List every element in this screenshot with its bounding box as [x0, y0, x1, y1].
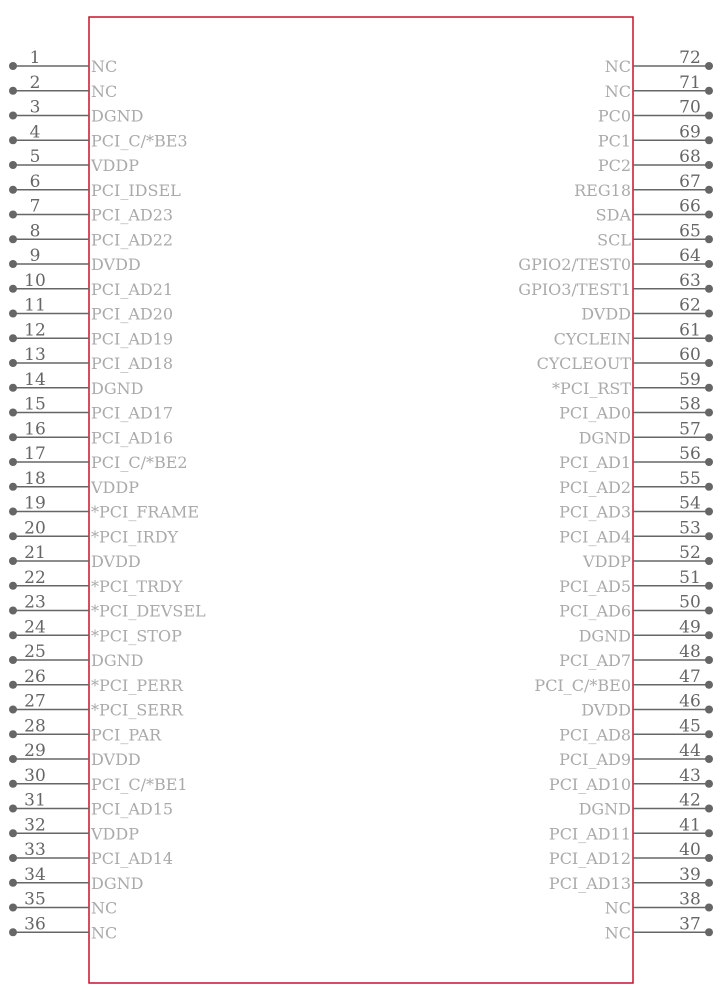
pin-terminal-dot [705, 928, 713, 936]
pin-number: 20 [24, 518, 46, 539]
pin-number: 2 [29, 72, 41, 93]
pin-terminal-dot [705, 62, 713, 70]
pin-name: NC [604, 923, 631, 943]
pin-number: 16 [24, 419, 46, 440]
pin-number: 43 [679, 765, 701, 786]
pin-name: PCI_AD20 [91, 304, 174, 324]
pin-number: 13 [24, 345, 46, 365]
pin-terminal-dot [9, 706, 17, 714]
pin-terminal-dot [705, 755, 713, 763]
pin-name: PCI_AD4 [559, 527, 631, 547]
pin-number: 3 [29, 97, 41, 118]
pin-terminal-dot [9, 433, 17, 441]
pin-5 [9, 147, 139, 175]
pin-number: 42 [679, 790, 701, 811]
pin-name: PCI_AD19 [91, 329, 174, 349]
pin-terminal-dot [9, 904, 17, 912]
pin-name: PCI_AD11 [548, 824, 631, 844]
pin-name: PC1 [597, 131, 631, 151]
pin-name: NC [91, 81, 118, 101]
pin-name: *PCI_PERR [91, 675, 183, 695]
pin-number: 54 [679, 493, 701, 514]
pin-terminal-dot [9, 235, 17, 243]
pin-terminal-dot [9, 359, 17, 367]
pin-37 [605, 914, 713, 942]
pin-name: DVDD [91, 255, 141, 274]
pin-number: 64 [679, 246, 701, 266]
pin-name: PCI_AD21 [91, 279, 174, 299]
pin-terminal-dot [9, 582, 17, 590]
pin-number: 15 [24, 394, 46, 415]
pin-number: 17 [24, 444, 46, 464]
pin-terminal-dot [705, 136, 713, 144]
pin-terminal-dot [9, 161, 17, 169]
pin-name: NC [604, 898, 631, 918]
pin-name: PC0 [597, 106, 631, 126]
pin-number: 14 [24, 369, 46, 390]
pin-terminal-dot [9, 409, 17, 417]
pin-name: PCI_C/*BE1 [91, 774, 188, 794]
pin-number: 8 [29, 221, 41, 242]
pin-number: 12 [24, 320, 46, 341]
pin-name: SDA [595, 205, 631, 225]
pin-number: 4 [29, 122, 41, 143]
pin-number: 1 [29, 48, 41, 68]
pin-number: 6 [29, 171, 41, 192]
pin-number: 50 [679, 592, 701, 613]
pin-number: 51 [679, 567, 701, 588]
pin-number: 63 [679, 270, 701, 291]
pin-name: PCI_AD15 [91, 799, 174, 819]
pin-terminal-dot [705, 285, 713, 293]
pin-name: PCI_IDSEL [91, 180, 181, 200]
pin-name: *PCI_DEVSEL [91, 601, 206, 621]
pin-number: 38 [679, 889, 701, 910]
pin-name: DVDD [91, 750, 141, 769]
pin-number: 18 [24, 468, 46, 489]
pin-terminal-dot [9, 62, 17, 70]
pin-name: DVDD [91, 552, 141, 571]
pin-name: PC2 [597, 156, 631, 175]
pin-terminal-dot [705, 235, 713, 243]
pin-terminal-dot [9, 928, 17, 936]
pin-name: PCI_AD18 [91, 354, 174, 373]
pin-terminal-dot [9, 186, 17, 194]
pin-terminal-dot [705, 433, 713, 441]
pin-terminal-dot [705, 260, 713, 268]
pin-terminal-dot [705, 854, 713, 862]
pin-terminal-dot [9, 112, 17, 120]
pin-terminal-dot [9, 458, 17, 466]
pin-name: NC [91, 923, 118, 943]
pin-number: 47 [679, 666, 701, 687]
pin-terminal-dot [705, 805, 713, 813]
pin-number: 25 [24, 642, 46, 662]
pin-name: PCI_C/*BE0 [534, 675, 631, 695]
left-pin-group [9, 48, 206, 942]
pin-number: 27 [24, 691, 46, 712]
pin-name: NC [91, 57, 118, 76]
pin-number: 33 [24, 840, 46, 860]
pin-terminal-dot [705, 458, 713, 466]
pin-terminal-dot [9, 384, 17, 392]
pin-number: 71 [679, 72, 701, 93]
pin-terminal-dot [9, 854, 17, 862]
pin-number: 44 [679, 741, 701, 761]
pin-name: VDDP [91, 824, 139, 844]
pin-name: PCI_PAR [91, 725, 162, 745]
pin-name: PCI_AD6 [559, 601, 631, 621]
pin-terminal-dot [705, 359, 713, 367]
pin-name: PCI_C/*BE3 [91, 131, 188, 151]
pin-number: 11 [24, 295, 46, 316]
pin-name: PCI_AD9 [559, 750, 631, 769]
pin-terminal-dot [705, 334, 713, 342]
pin-name: GPIO3/TEST1 [518, 279, 631, 299]
pin-number: 22 [24, 567, 46, 588]
pin-number: 29 [24, 741, 46, 761]
pin-terminal-dot [9, 334, 17, 342]
pin-name: PCI_AD17 [91, 403, 174, 423]
pin-name: *PCI_SERR [91, 700, 184, 720]
pin-number: 30 [24, 765, 46, 786]
pin-number: 34 [24, 864, 46, 885]
pin-number: 5 [29, 147, 41, 167]
pin-name: PCI_AD7 [559, 651, 631, 670]
pin-number: 58 [679, 394, 701, 415]
pin-number: 53 [679, 518, 701, 539]
pin-number: 19 [24, 493, 46, 514]
pin-terminal-dot [9, 532, 17, 540]
pin-number: 59 [679, 369, 701, 390]
pin-number: 40 [679, 840, 701, 860]
pin-name: SCL [597, 230, 631, 250]
pin-number: 35 [24, 889, 46, 910]
right-pin-group [518, 48, 713, 942]
pin-terminal-dot [9, 607, 17, 615]
pin-terminal-dot [705, 607, 713, 615]
pin-terminal-dot [705, 409, 713, 417]
pin-number: 39 [679, 864, 701, 885]
pin-terminal-dot [705, 112, 713, 120]
pin-number: 37 [679, 914, 701, 935]
pin-number: 28 [24, 716, 46, 737]
pin-name: CYCLEIN [553, 329, 631, 349]
pin-terminal-dot [9, 483, 17, 491]
pin-name: VDDP [91, 477, 139, 497]
pin-number: 36 [24, 914, 46, 935]
pin-number: 7 [29, 196, 41, 217]
pin-number: 67 [679, 171, 701, 192]
pin-name: PCI_AD23 [91, 205, 174, 225]
pin-36 [9, 914, 117, 942]
pin-number: 26 [24, 666, 46, 687]
pin-name: *PCI_RST [551, 378, 631, 398]
pin-number: 60 [679, 345, 701, 365]
pin-terminal-dot [705, 483, 713, 491]
pin-number: 55 [679, 468, 701, 489]
pin-number: 41 [679, 815, 701, 836]
pin-terminal-dot [9, 557, 17, 565]
pin-name: PCI_AD16 [91, 428, 174, 448]
pin-terminal-dot [705, 681, 713, 689]
pin-number: 48 [679, 642, 701, 662]
pin-name: DGND [91, 651, 144, 670]
pin-terminal-dot [705, 384, 713, 392]
pin-terminal-dot [9, 310, 17, 318]
pin-name: PCI_AD8 [559, 725, 631, 745]
pin-number: 52 [679, 543, 701, 563]
pin-terminal-dot [705, 211, 713, 219]
pin-name: VDDP [583, 552, 631, 571]
pin-name: DVDD [581, 304, 631, 324]
pin-number: 24 [24, 617, 46, 638]
pin-number: 45 [679, 716, 701, 737]
pin-name: PCI_AD12 [548, 849, 631, 868]
pin-terminal-dot [9, 879, 17, 887]
pin-name: PCI_AD0 [559, 403, 631, 423]
pin-number: 69 [679, 122, 701, 143]
pin-name: GPIO2/TEST0 [518, 255, 631, 274]
pin-terminal-dot [705, 904, 713, 912]
pin-terminal-dot [705, 508, 713, 516]
pin-terminal-dot [705, 582, 713, 590]
pin-name: NC [91, 898, 118, 918]
pin-number: 32 [24, 815, 46, 836]
pin-name: PCI_C/*BE2 [91, 453, 188, 472]
pin-name: NC [604, 81, 631, 101]
pin-name: PCI_AD22 [91, 230, 174, 250]
pin-name: *PCI_STOP [91, 626, 182, 646]
pin-number: 46 [679, 691, 701, 712]
pin-name: CYCLEOUT [536, 354, 631, 373]
pin-number: 61 [679, 320, 701, 341]
pin-name: DGND [91, 873, 144, 893]
pin-terminal-dot [9, 681, 17, 689]
pin-name: PCI_AD3 [559, 502, 631, 522]
pin-terminal-dot [705, 557, 713, 565]
pin-terminal-dot [9, 829, 17, 837]
pin-terminal-dot [705, 161, 713, 169]
pin-terminal-dot [705, 879, 713, 887]
pin-terminal-dot [9, 631, 17, 639]
pin-name: DGND [578, 799, 631, 819]
pin-number: 65 [679, 221, 701, 242]
pin-name: DGND [578, 626, 631, 646]
pin-terminal-dot [9, 780, 17, 788]
pin-terminal-dot [705, 780, 713, 788]
pin-number: 56 [679, 444, 701, 464]
pin-name: *PCI_TRDY [91, 576, 183, 596]
pin-terminal-dot [705, 186, 713, 194]
pin-terminal-dot [705, 706, 713, 714]
pin-number: 62 [679, 295, 701, 316]
pin-terminal-dot [705, 310, 713, 318]
pin-terminal-dot [9, 285, 17, 293]
pin-terminal-dot [9, 656, 17, 664]
pin-1 [9, 48, 117, 76]
pin-name: PCI_AD2 [559, 477, 631, 497]
pin-terminal-dot [705, 730, 713, 738]
pin-number: 49 [679, 617, 701, 638]
pin-terminal-dot [705, 829, 713, 837]
pin-number: 21 [24, 543, 46, 563]
pin-name: PCI_AD14 [91, 849, 174, 868]
pin-number: 10 [24, 270, 46, 291]
pin-number: 66 [679, 196, 701, 217]
pin-terminal-dot [9, 805, 17, 813]
pin-name: REG18 [574, 180, 631, 200]
pin-terminal-dot [9, 730, 17, 738]
pin-name: PCI_AD1 [559, 453, 631, 472]
pin-number: 70 [679, 97, 701, 118]
pin-number: 72 [679, 48, 701, 68]
pin-terminal-dot [9, 211, 17, 219]
pin-terminal-dot [705, 532, 713, 540]
pin-terminal-dot [9, 136, 17, 144]
pin-2 [9, 73, 117, 101]
pin-name: NC [604, 57, 631, 76]
pin-name: PCI_AD5 [559, 576, 631, 596]
pin-terminal-dot [705, 87, 713, 95]
pin-name: DGND [91, 106, 144, 126]
pin-name: VDDP [91, 156, 139, 175]
pin-number: 68 [679, 147, 701, 167]
pin-number: 23 [24, 592, 46, 613]
pin-terminal-dot [9, 260, 17, 268]
pin-name: DGND [578, 428, 631, 448]
pin-name: DVDD [581, 700, 631, 720]
pin-number: 31 [24, 790, 46, 811]
pin-name: *PCI_FRAME [91, 502, 200, 522]
pin-terminal-dot [705, 656, 713, 664]
pin-name: PCI_AD13 [548, 873, 631, 893]
pin-terminal-dot [9, 755, 17, 763]
pin-number: 9 [29, 246, 41, 266]
pin-name: PCI_AD10 [548, 774, 631, 794]
pin-name: DGND [91, 378, 144, 398]
pin-terminal-dot [705, 631, 713, 639]
pin-number: 57 [679, 419, 701, 440]
pin-name: *PCI_IRDY [91, 527, 179, 547]
pin-terminal-dot [9, 508, 17, 516]
pin-terminal-dot [9, 87, 17, 95]
